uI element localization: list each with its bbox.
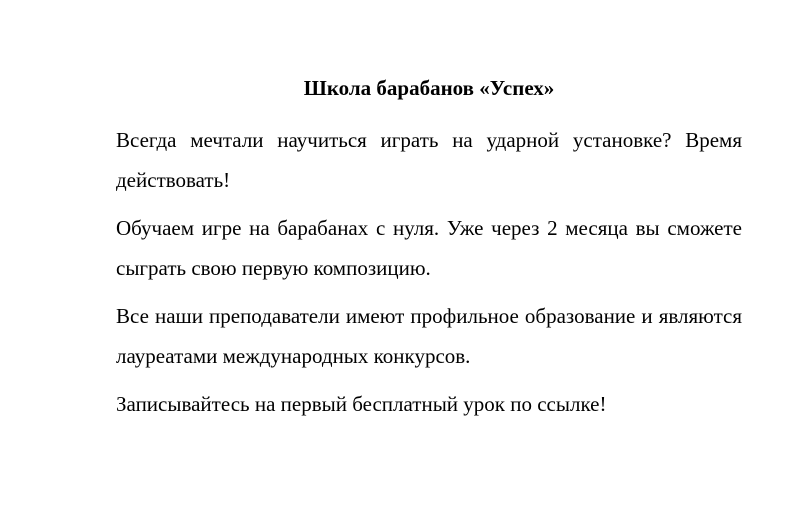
paragraph-training: Обучаем игре на барабанах с нуля. Уже через 2 месяца вы сможете сыграть свою первую композицию. bbox=[116, 216, 742, 280]
document-title: Школа барабанов «Успех» bbox=[303, 76, 555, 100]
paragraph-teachers: Все наши преподаватели имеют профильное образование и являются лауреатами международных конкурсов. bbox=[116, 304, 742, 368]
paragraph-intro: Всегда мечтали научиться играть на ударной установке? Время действовать! bbox=[116, 128, 742, 192]
paragraph-call-to-action: Записывайтесь на первый бесплатный урок по ссылке! bbox=[116, 392, 607, 416]
